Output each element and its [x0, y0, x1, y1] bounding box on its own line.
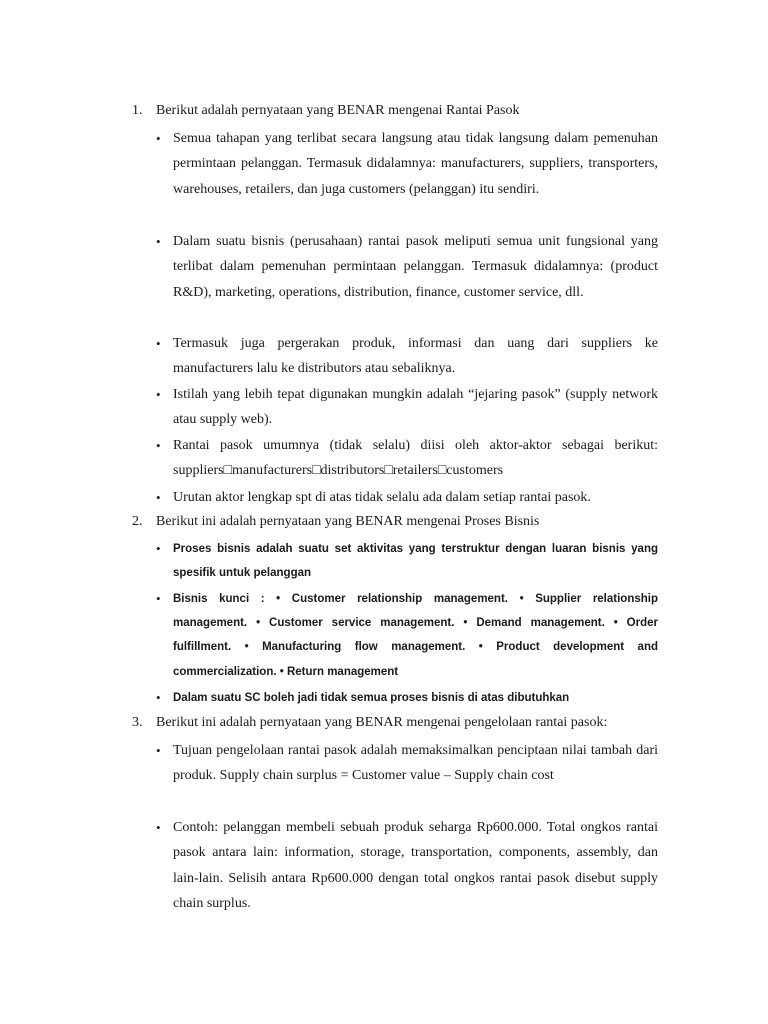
section-1-bullet-4 [156, 382, 658, 433]
section-1-bullet-1 [156, 126, 658, 202]
bullet-icon: • [156, 820, 161, 835]
section-2-bullet-2 [156, 587, 658, 684]
bullet-icon: • [156, 541, 161, 556]
section-3-heading [132, 713, 662, 733]
section-1-title: Berikut adalah pernyataan yang BENAR mengenai Rantai Pasok [156, 103, 520, 118]
bullet-icon: • [156, 336, 161, 351]
section-3-bullet-1 [156, 738, 658, 789]
bullet-icon: • [156, 591, 161, 606]
bullet-icon: • [156, 234, 161, 249]
bullet-text: Semua tahapan yang terlibat secara langsung atau tidak langsung dalam pemenuhan permintaan pelanggan. Termasuk didalamnya: manufacturers, suppliers, transporters, warehouses, retailers, dan juga customers (pelanggan) itu sendiri. [173, 131, 658, 197]
bullet-text: Proses bisnis adalah suatu set aktivitas yang terstruktur dengan luaran bisnis yang spesifik untuk pelanggan [173, 543, 658, 580]
bullet-text: Bisnis kunci : • Customer relationship management. • Supplier relationship management. • Customer service management. • Demand management. • Order fulfillment. • Manufacturing flow management. • Product development and commercialization. • Return management [173, 593, 658, 678]
section-2-bullet-1 [156, 537, 658, 585]
bullet-icon: • [156, 131, 161, 146]
bullet-text: Contoh: pelanggan membeli sebuah produk seharga Rp600.000. Total ongkos rantai pasok antara lain: information, storage, transportation, components, assembly, dan lain-lain. Selisih antara Rp600.000 dengan total ongkos rantai pasok disebut supply chain surplus. [173, 820, 658, 911]
bullet-text: Termasuk juga pergerakan produk, informasi dan uang dari suppliers ke manufacturers lalu ke distributors atau sebaliknya. [173, 336, 658, 377]
bullet-icon: • [156, 438, 161, 453]
section-2-number: 2. [132, 514, 143, 529]
bullet-text: Dalam suatu bisnis (perusahaan) rantai pasok meliputi semua unit fungsional yang terlibat dalam pemenuhan permintaan pelanggan. Termasuk didalamnya: (product R&D), marketing, operations, distribution, finance, customer service, dll. [173, 234, 658, 300]
bullet-icon: • [156, 690, 161, 705]
section-2-title: Berikut ini adalah pernyataan yang BENAR mengenai Proses Bisnis [156, 514, 540, 529]
section-1-number: 1. [132, 103, 143, 118]
section-1-bullet-5 [156, 433, 658, 484]
section-3-title: Berikut ini adalah pernyataan yang BENAR mengenai pengelolaan rantai pasok: [156, 715, 608, 730]
bullet-text: Urutan aktor lengkap spt di atas tidak selalu ada dalam setiap rantai pasok. [173, 490, 591, 505]
section-1-bullet-2 [156, 229, 658, 305]
bullet-text: Istilah yang lebih tepat digunakan mungkin adalah “jejaring pasok” (supply network atau supply web). [173, 387, 658, 428]
bullet-text: Dalam suatu SC boleh jadi tidak semua proses bisnis di atas dibutuhkan [173, 692, 570, 704]
section-1-bullet-3 [156, 331, 658, 382]
bullet-icon: • [156, 387, 161, 402]
section-3-number: 3. [132, 715, 143, 730]
section-1-heading [132, 101, 662, 121]
bullet-icon: • [156, 490, 161, 505]
bullet-text: Tujuan pengelolaan rantai pasok adalah memaksimalkan penciptaan nilai tambah dari produk. Supply chain surplus = Customer value – Supply chain cost [173, 743, 658, 784]
section-3-bullet-2 [156, 815, 658, 916]
bullet-text: Rantai pasok umumnya (tidak selalu) diisi oleh aktor-aktor sebagai berikut: suppliers□manufacturers□distributors□retailers□customers [173, 438, 658, 479]
section-2-heading [132, 512, 662, 532]
section-2-bullet-3 [156, 686, 658, 710]
section-1-bullet-6 [156, 485, 658, 510]
bullet-icon: • [156, 743, 161, 758]
